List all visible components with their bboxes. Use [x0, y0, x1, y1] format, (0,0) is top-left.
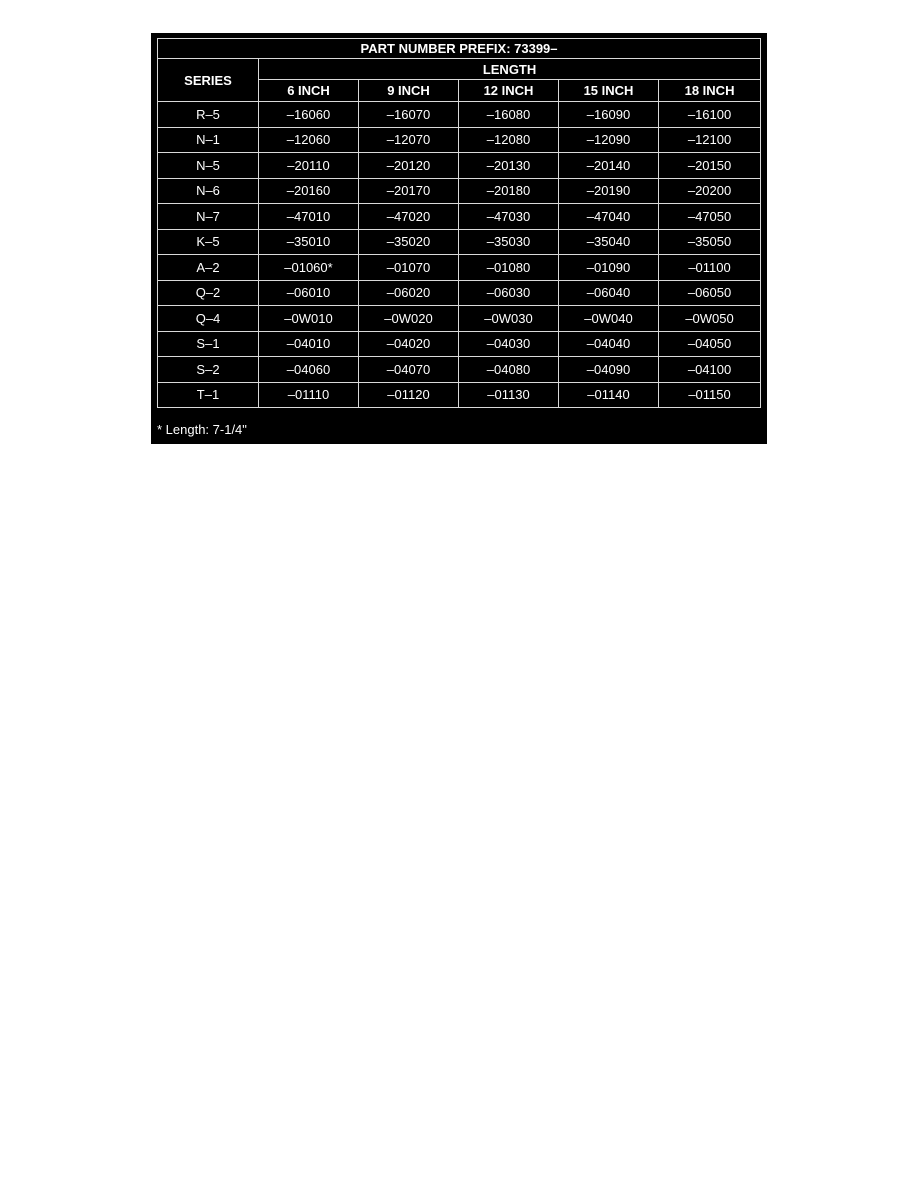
part-number-cell: –0W010 — [259, 306, 359, 332]
table-row — [158, 357, 761, 383]
part-number-cell: –01140 — [559, 382, 659, 408]
part-number-cell: –20110 — [259, 153, 359, 179]
series-cell: N–1 — [158, 127, 259, 153]
part-number-cell: –20180 — [459, 178, 559, 204]
part-number-cell: –04080 — [459, 357, 559, 383]
part-number-cell: –04070 — [359, 357, 459, 383]
part-number-cell: –06030 — [459, 280, 559, 306]
table-group-header-row — [158, 59, 761, 80]
column-header: 18 INCH — [659, 80, 761, 102]
column-header: 15 INCH — [559, 80, 659, 102]
part-number-cell: –01150 — [659, 382, 761, 408]
part-number-cell: –01080 — [459, 255, 559, 281]
part-number-cell: –20170 — [359, 178, 459, 204]
table-row — [158, 204, 761, 230]
table-title-row — [158, 39, 761, 59]
series-header: SERIES — [158, 59, 259, 102]
part-number-cell: –20200 — [659, 178, 761, 204]
part-number-cell: –01130 — [459, 382, 559, 408]
part-number-figure — [151, 33, 767, 444]
table-row — [158, 153, 761, 179]
series-cell: Q–4 — [158, 306, 259, 332]
part-number-cell: –06010 — [259, 280, 359, 306]
series-cell: N–7 — [158, 204, 259, 230]
column-header: 6 INCH — [259, 80, 359, 102]
part-number-cell: –35010 — [259, 229, 359, 255]
part-number-cell: –04100 — [659, 357, 761, 383]
series-cell: R–5 — [158, 102, 259, 128]
part-number-cell: –12060 — [259, 127, 359, 153]
part-number-cell: –20140 — [559, 153, 659, 179]
series-cell: N–5 — [158, 153, 259, 179]
table-body — [158, 102, 761, 408]
part-number-cell: –01110 — [259, 382, 359, 408]
part-number-cell: –01090 — [559, 255, 659, 281]
part-number-cell: –01100 — [659, 255, 761, 281]
part-number-cell: –35050 — [659, 229, 761, 255]
part-number-cell: –01070 — [359, 255, 459, 281]
part-number-cell: –04010 — [259, 331, 359, 357]
part-number-cell: –20150 — [659, 153, 761, 179]
part-number-cell: –16090 — [559, 102, 659, 128]
part-number-cell: –20130 — [459, 153, 559, 179]
series-cell: N–6 — [158, 178, 259, 204]
series-cell: S–2 — [158, 357, 259, 383]
part-number-cell: –06040 — [559, 280, 659, 306]
table-title: PART NUMBER PREFIX: 73399– — [158, 39, 761, 59]
part-number-cell: –04090 — [559, 357, 659, 383]
part-number-cell: –20120 — [359, 153, 459, 179]
table-row — [158, 382, 761, 408]
part-number-cell: –12090 — [559, 127, 659, 153]
part-number-cell: –47020 — [359, 204, 459, 230]
table-row — [158, 229, 761, 255]
part-number-cell: –04040 — [559, 331, 659, 357]
part-number-cell: –16080 — [459, 102, 559, 128]
series-cell: A–2 — [158, 255, 259, 281]
table-row — [158, 331, 761, 357]
part-number-cell: –0W040 — [559, 306, 659, 332]
part-number-cell: –04050 — [659, 331, 761, 357]
part-number-cell: –35040 — [559, 229, 659, 255]
table-row — [158, 127, 761, 153]
series-cell: T–1 — [158, 382, 259, 408]
part-number-cell: –06050 — [659, 280, 761, 306]
series-cell: K–5 — [158, 229, 259, 255]
table-row — [158, 280, 761, 306]
part-number-cell: –20160 — [259, 178, 359, 204]
part-number-cell: –35030 — [459, 229, 559, 255]
part-number-cell: –12070 — [359, 127, 459, 153]
part-number-cell: –04060 — [259, 357, 359, 383]
part-number-cell: –35020 — [359, 229, 459, 255]
table-row — [158, 178, 761, 204]
part-number-cell: –12100 — [659, 127, 761, 153]
part-number-cell: –01120 — [359, 382, 459, 408]
part-number-cell: –04020 — [359, 331, 459, 357]
part-number-cell: –0W050 — [659, 306, 761, 332]
part-number-table — [157, 38, 761, 408]
length-header: LENGTH — [259, 59, 761, 80]
table-row — [158, 102, 761, 128]
part-number-cell: –16100 — [659, 102, 761, 128]
part-number-cell: –47050 — [659, 204, 761, 230]
part-number-cell: –47010 — [259, 204, 359, 230]
part-number-cell: –20190 — [559, 178, 659, 204]
part-number-cell: –16060 — [259, 102, 359, 128]
part-number-cell: –06020 — [359, 280, 459, 306]
column-header: 9 INCH — [359, 80, 459, 102]
part-number-cell: –12080 — [459, 127, 559, 153]
footnote: * Length: 7-1/4" — [157, 422, 247, 437]
part-number-cell: –0W030 — [459, 306, 559, 332]
table-row — [158, 306, 761, 332]
part-number-cell: –47030 — [459, 204, 559, 230]
part-number-cell: –0W020 — [359, 306, 459, 332]
series-cell: S–1 — [158, 331, 259, 357]
part-number-cell: –47040 — [559, 204, 659, 230]
table-row — [158, 255, 761, 281]
part-number-cell: –04030 — [459, 331, 559, 357]
series-cell: Q–2 — [158, 280, 259, 306]
part-number-cell: –16070 — [359, 102, 459, 128]
column-header: 12 INCH — [459, 80, 559, 102]
part-number-cell: –01060* — [259, 255, 359, 281]
